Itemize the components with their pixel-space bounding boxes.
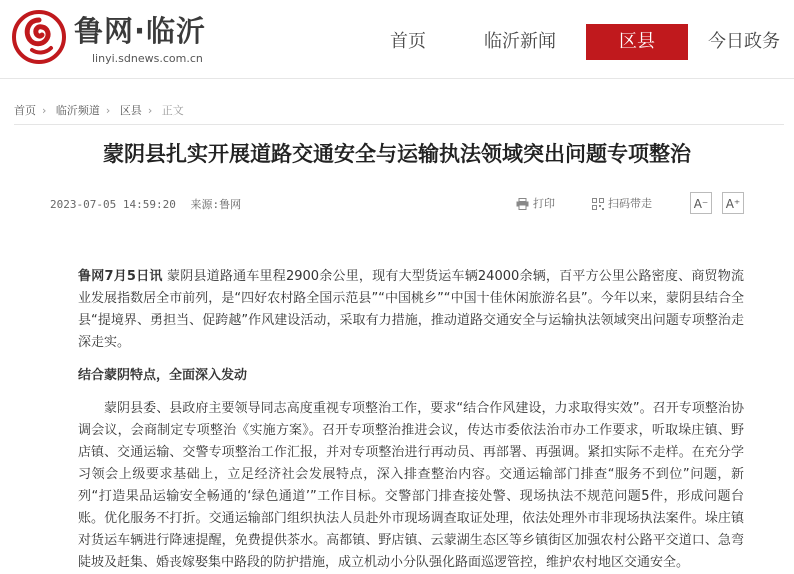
logo-icon[interactable] <box>12 10 66 64</box>
nav-item-home[interactable]: 首页 <box>390 31 426 52</box>
nav-item-today-affairs[interactable]: 今日政务 <box>708 31 780 52</box>
section-heading: 结合蒙阴特点，全面深入发动 <box>78 368 248 383</box>
qr-label: 扫码带走 <box>608 197 652 210</box>
article-date: 2023-07-05 14:59:20 <box>50 198 176 211</box>
print-button[interactable] <box>516 195 555 211</box>
breadcrumb-county[interactable]: 区县 <box>119 104 142 117</box>
body-paragraph: 蒙阴县委、县政府主要领导同志高度重视专项整治工作，要求“结合作风建设，力求取得实效”。召开专项整治协调会议，会商制定专项整治《实施方案》。召开专项整治推进会议，传达市委依法治市办工作要求，听取垛庄镇、野店镇、交通运输、交警专项整治工作汇报，并对专项整治进行再动员、再部署、再强调。紧扣实际不走样。在充分学习领会上级要求基础上，立足经济社会发展特点，深入排查整治内容。交通运输部门排查“服务不到位”问题，新列“打造果品运输安全畅通的‘绿色通道’”工作目标。交警部门排查接处警、现场执法不规范问题5件，形成问题台账。优化服务不打折。交通运输部门组织执法人员赴外市现场调查取证处理，依法处理外市非现场执法案件。垛庄镇对货运车辆进行降速提醒，免费提供茶水。高都镇、野店镇、云蒙湖生态区等乡镇街区加强农村公路平交道口、急弯陡坡及赶集、婚丧嫁娶集中路段的防护措施，成立机动小分队强化路面巡逻管控，维护农村地区交通安全。 <box>78 401 744 570</box>
article-source: 来源:鲁网 <box>190 198 242 211</box>
article-title: 蒙阴县扎实开展道路交通安全与运输执法领域突出问题专项整治 <box>103 142 691 166</box>
printer-icon <box>516 198 529 210</box>
lead-paragraph <box>78 266 744 354</box>
font-decrease-button[interactable]: A⁻ <box>690 192 712 214</box>
qr-button[interactable] <box>592 195 652 211</box>
article-meta <box>50 196 249 212</box>
site-header <box>0 0 794 78</box>
qr-code-icon <box>592 198 604 210</box>
lead-text: 蒙阴县道路通车里程2900余公里，现有大型货运车辆24000余辆，百平方公里公路密度、商贸物流业发展指数居全市前列，是“四好农村路全国示范县”“中国桃乡”“中国十佳休闲旅游名县”。今年以来，蒙阴县结合全县“提境界、勇担当、促跨越”作风建设活动，采取有力措施，推动道路交通安全与运输执法领域突出问题专项整治走深走实。 <box>78 269 744 350</box>
nav-item-linyi-news[interactable]: 临沂新闻 <box>484 31 556 52</box>
nav-item-counties[interactable]: 区县 <box>586 24 688 60</box>
font-increase-button[interactable]: A⁺ <box>722 192 744 214</box>
breadcrumb-separator: › <box>147 104 153 117</box>
print-label: 打印 <box>533 197 555 210</box>
breadcrumb-channel[interactable]: 临沂频道 <box>55 104 100 117</box>
breadcrumb-separator: › <box>105 104 111 117</box>
dateline: 鲁网7月5日讯 <box>78 269 163 284</box>
breadcrumb-home[interactable]: 首页 <box>14 104 36 117</box>
breadcrumb-separator: › <box>42 104 47 117</box>
header-divider <box>0 78 794 79</box>
article-body <box>78 266 744 574</box>
breadcrumb <box>14 102 784 125</box>
logo-url: linyi.sdnews.com.cn <box>92 52 203 65</box>
logo-text[interactable]: 鲁网·临沂 <box>74 14 207 48</box>
breadcrumb-current: 正文 <box>161 104 184 117</box>
